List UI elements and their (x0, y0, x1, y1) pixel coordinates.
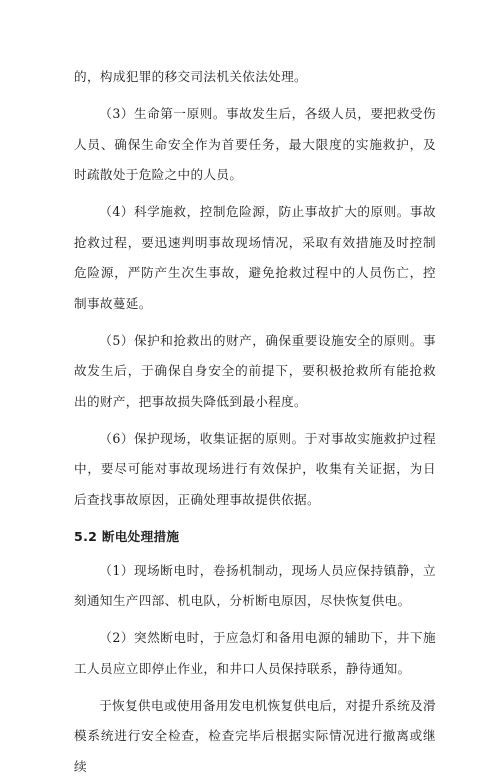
paragraph-life-first-principle: （3）生命第一原则。事故发生后，各级人员，要把救受伤人员、确保生命安全作为首要任务，最大限度的实施救护，及时疏散处于危险之中的人员。 (74, 99, 436, 191)
section-heading: 5.2 断电处理措施 (74, 522, 436, 552)
paragraph-site-power-outage: （1）现场断电时，卷扬机制动，现场人员应保持镇静，立刻通知生产四部、机电队，分析断电原因，尽快恢复供电。 (74, 556, 436, 617)
paragraph-sudden-power-outage: （2）突然断电时，于应急灯和备用电源的辅助下，井下施工人员应立即停止作业，和井口人员保持联系，静待通知。 (74, 623, 436, 684)
paragraph-evidence-principle: （6）保护现场，收集证据的原则。于对事故实施救护过程中，要尽可能对事故现场进行有效保护，收集有关证据，为日后查找事故原因，正确处理事故提供依据。 (74, 424, 436, 516)
paragraph-scientific-rescue-principle: （4）科学施救，控制危险源，防止事故扩大的原则。事故抢救过程，要迅速判明事故现场情况，采取有效措施及时控制危险源，严防产生次生事故，避免抢救过程中的人员伤亡，控制事故蔓延。 (74, 197, 436, 319)
paragraph-property-protection-principle: （5）保护和抢救出的财产，确保重要设施安全的原则。事故发生后，于确保自身安全的前提下，要积极抢救所有能抢救出的财产，把事故损失降低到最小程度。 (74, 326, 436, 418)
paragraph-power-restore: 于恢复供电或使用备用发电机恢复供电后，对提升系统及滑模系统进行安全检查，检查完毕后根据实际情况进行撤离或继续 (74, 691, 436, 782)
paragraph-continuation: 的，构成犯罪的移交司法机关依法处理。 (74, 62, 436, 93)
